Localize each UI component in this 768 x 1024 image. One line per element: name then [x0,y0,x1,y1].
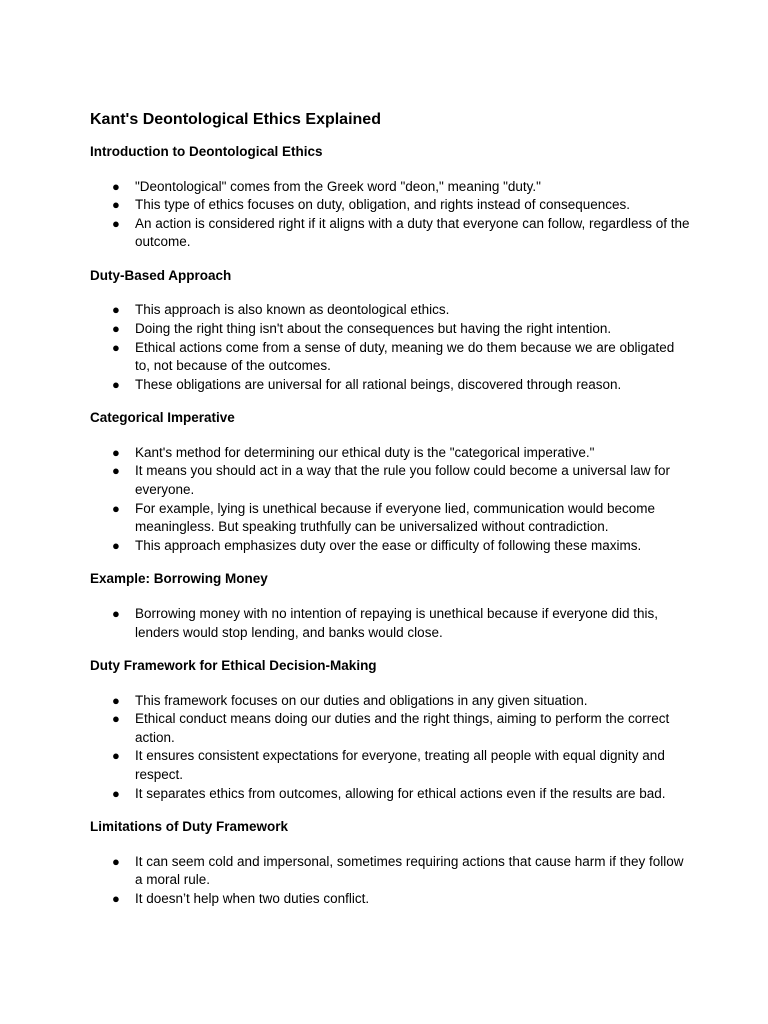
bullet-list [90,301,690,394]
list-item-text: "Deontological" comes from the Greek word "deon," meaning "duty." [135,178,541,194]
bullet-icon: ● [112,692,120,708]
section [90,143,690,252]
bullet-icon: ● [112,376,120,392]
list-item-text: Ethical actions come from a sense of duty, meaning we do them because we are obligated to, not because of the outcomes. [135,339,675,374]
bullet-list [90,178,690,252]
bullet-icon: ● [112,890,120,906]
bullet-icon: ● [112,320,120,336]
section-heading: Limitations of Duty Framework [90,819,289,835]
bullet-list [90,853,690,909]
bullet-list [90,605,690,642]
list-item [90,500,690,537]
list-item [90,444,690,463]
list-item-text: These obligations are universal for all rational beings, discovered through reason. [135,376,622,392]
list-item [90,692,690,711]
list-item [90,320,690,339]
bullet-icon: ● [112,853,120,869]
section-heading: Introduction to Deontological Ethics [90,144,323,159]
list-item-text: It doesn’t help when two duties conflict. [135,890,370,906]
section [90,570,690,642]
section [90,818,690,908]
section [90,267,690,394]
list-item-text: It ensures consistent expectations for everyone, treating all people with equal dignity and respect. [135,748,665,782]
bullet-icon: ● [112,785,120,801]
list-item-text: This framework focuses on our duties and obligations in any given situation. [135,692,588,708]
bullet-list [90,692,690,804]
list-item [90,178,690,197]
list-item [90,537,690,556]
list-item-text: Ethical conduct means doing our duties and the right things, aiming to perform the correct action. [135,711,670,745]
bullet-list [90,444,690,556]
list-item-text: Borrowing money with no intention of repaying is unethical because if everyone did this, lenders would stop lending, and banks would close. [135,605,659,640]
bullet-icon: ● [112,605,120,621]
document-page [90,109,690,908]
list-item-text: It can seem cold and impersonal, sometimes requiring actions that cause harm if they follow a moral rule. [135,853,684,888]
list-item-text: For example, lying is unethical because if everyone lied, communication would become meaningless. But speaking truthfully can be universalized without contradiction. [135,500,656,535]
list-item [90,710,690,747]
list-item [90,339,690,376]
list-item [90,605,690,642]
document-title: Kant's Deontological Ethics Explained [90,111,381,128]
list-item-text: This type of ethics focuses on duty, obligation, and rights instead of consequences. [135,197,631,213]
list-item-text: Kant's method for determining our ethical duty is the "categorical imperative." [135,444,595,460]
section-heading: Categorical Imperative [90,410,235,426]
section-heading: Example: Borrowing Money [90,571,268,587]
bullet-icon: ● [112,197,120,213]
list-item-text: This approach is also known as deontological ethics. [135,302,450,318]
bullet-icon: ● [112,748,120,764]
bullet-icon: ● [112,711,120,727]
list-item [90,376,690,395]
list-item [90,215,690,252]
list-item-text: This approach emphasizes duty over the ease or difficulty of following these maxims. [135,537,642,553]
list-item [90,462,690,499]
list-item [90,890,690,909]
section-heading: Duty-Based Approach [90,267,232,283]
list-item [90,747,690,784]
list-item [90,853,690,890]
list-item-text: Doing the right thing isn't about the consequences but having the right intention. [135,320,612,336]
bullet-icon: ● [112,444,120,460]
section-heading: Duty Framework for Ethical Decision-Making [90,658,377,674]
document-body [90,143,690,908]
section [90,657,690,803]
bullet-icon: ● [112,537,120,553]
list-item [90,196,690,215]
list-item-text: It means you should act in a way that the rule you follow could become a universal law for everyone. [135,463,671,498]
list-item [90,785,690,804]
bullet-icon: ● [112,215,120,231]
bullet-icon: ● [112,178,120,194]
list-item-text: An action is considered right if it aligns with a duty that everyone can follow, regardless of the outcome. [135,215,690,250]
list-item-text: It separates ethics from outcomes, allowing for ethical actions even if the results are bad. [135,785,666,801]
section [90,409,690,555]
bullet-icon: ● [112,500,120,516]
bullet-icon: ● [112,339,120,355]
bullet-icon: ● [112,463,120,479]
list-item [90,301,690,320]
bullet-icon: ● [112,302,120,318]
